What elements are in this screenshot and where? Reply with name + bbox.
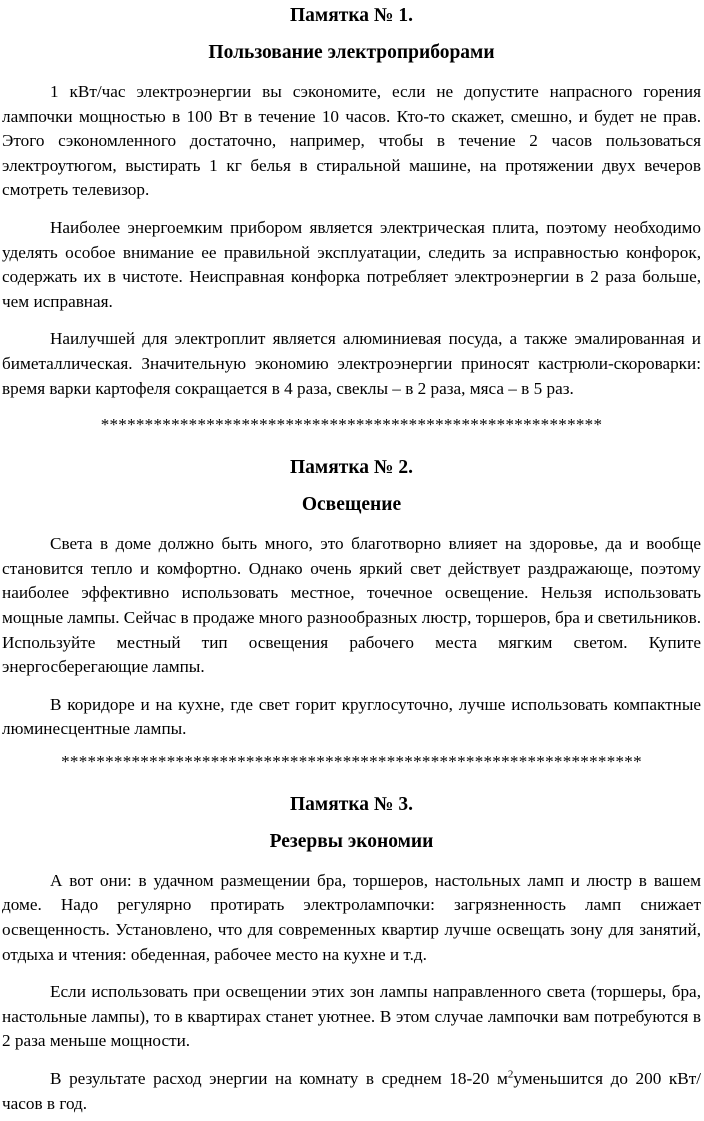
paragraph: Наилучшей для электроплит является алюминиевая посуда, а также эмалированная и биметаллическая. Значительную экономию электроэнергии приносят кастрюли-скороварки: время варки картофеля сокращается в 4 раза, свеклы – в 2 раза, мяса – в 5 раз. bbox=[2, 329, 701, 398]
paragraph: А вот они: в удачном размещении бра, торшеров, настольных ламп и люстр в вашем доме. Надо регулярно протирать электролампочки: загрязненность ламп снижает освещенность. Установлено, что для современных квартир лучше освещать зону для занятий, отдыха и чтения: обеденная, рабочее место на кухне и т.д. bbox=[2, 870, 701, 964]
memo-number: Памятка № 3. bbox=[290, 793, 413, 815]
section-separator: ********************************************************* bbox=[100, 415, 603, 435]
section-separator: ****************************************************************** bbox=[61, 751, 642, 771]
paragraph: Наиболее энергоемким прибором является электрическая плита, поэтому необходимо уделять особое внимание ее правильной эксплуатации, следить за исправностью конфорок, содержать их в чистоте. Неисправная конфорка потребляет электроэнергии в 2 раза больше, чем исправная. bbox=[2, 217, 701, 311]
memo-title: Освещение bbox=[301, 494, 402, 516]
paragraph: Если использовать при освещении этих зон лампы направленного света (торшеры, бра, настольные лампы), то в квартирах станет уютнее. В этом случае лампочки вам потребуются в 2 раза меньше мощности. bbox=[2, 982, 701, 1051]
paragraph: Света в доме должно быть много, это благотворно влияет на здоровье, да и вообще становится тепло и комфортно. Однако очень яркий свет действует раздражающе, поэтому наиболее эффективно использовать местное, точечное освещение. Нельзя использовать мощные лампы. Сейчас в продаже много разнообразных люстр, торшеров, бра и светильников. Используйте местный тип освещения рабочего места мягким светом. Купите энергосберегающие лампы. bbox=[2, 534, 701, 677]
memo-section-3 bbox=[2, 793, 701, 1116]
memo-number: Памятка № 1. bbox=[290, 5, 413, 26]
memo-number: Памятка № 2. bbox=[290, 457, 413, 479]
memo-title: Резервы экономии bbox=[269, 830, 434, 852]
final-paragraph-text: В результате расход энергии на комнату в среднем 18-20 м bbox=[50, 1069, 508, 1089]
final-paragraph bbox=[2, 1067, 701, 1116]
final-paragraph-text-end: уменьшится до 200 кВт/часов в год. bbox=[2, 1069, 701, 1113]
memo-section-1 bbox=[2, 4, 701, 435]
paragraph: 1 кВт/час электроэнергии вы сэкономите, если не допустите напрасного горения лампочки мощностью в 100 Вт в течение 10 часов. Кто-то скажет, смешно, и будет не прав. Этого сэкономленного достаточно, например, чтобы в течение 2 часов пользоваться электроутюгом, выстирать 1 кг белья в стиральной машине, на протяжении двух вечеров смотреть телевизор. bbox=[2, 82, 701, 200]
memo-title: Пользование электроприборами bbox=[208, 42, 495, 63]
square-superscript: 2 bbox=[507, 1068, 514, 1081]
paragraph: В коридоре и на кухне, где свет горит круглосуточно, лучше использовать компактные люминесцентные лампы. bbox=[2, 694, 701, 739]
memo-section-2 bbox=[2, 456, 701, 772]
